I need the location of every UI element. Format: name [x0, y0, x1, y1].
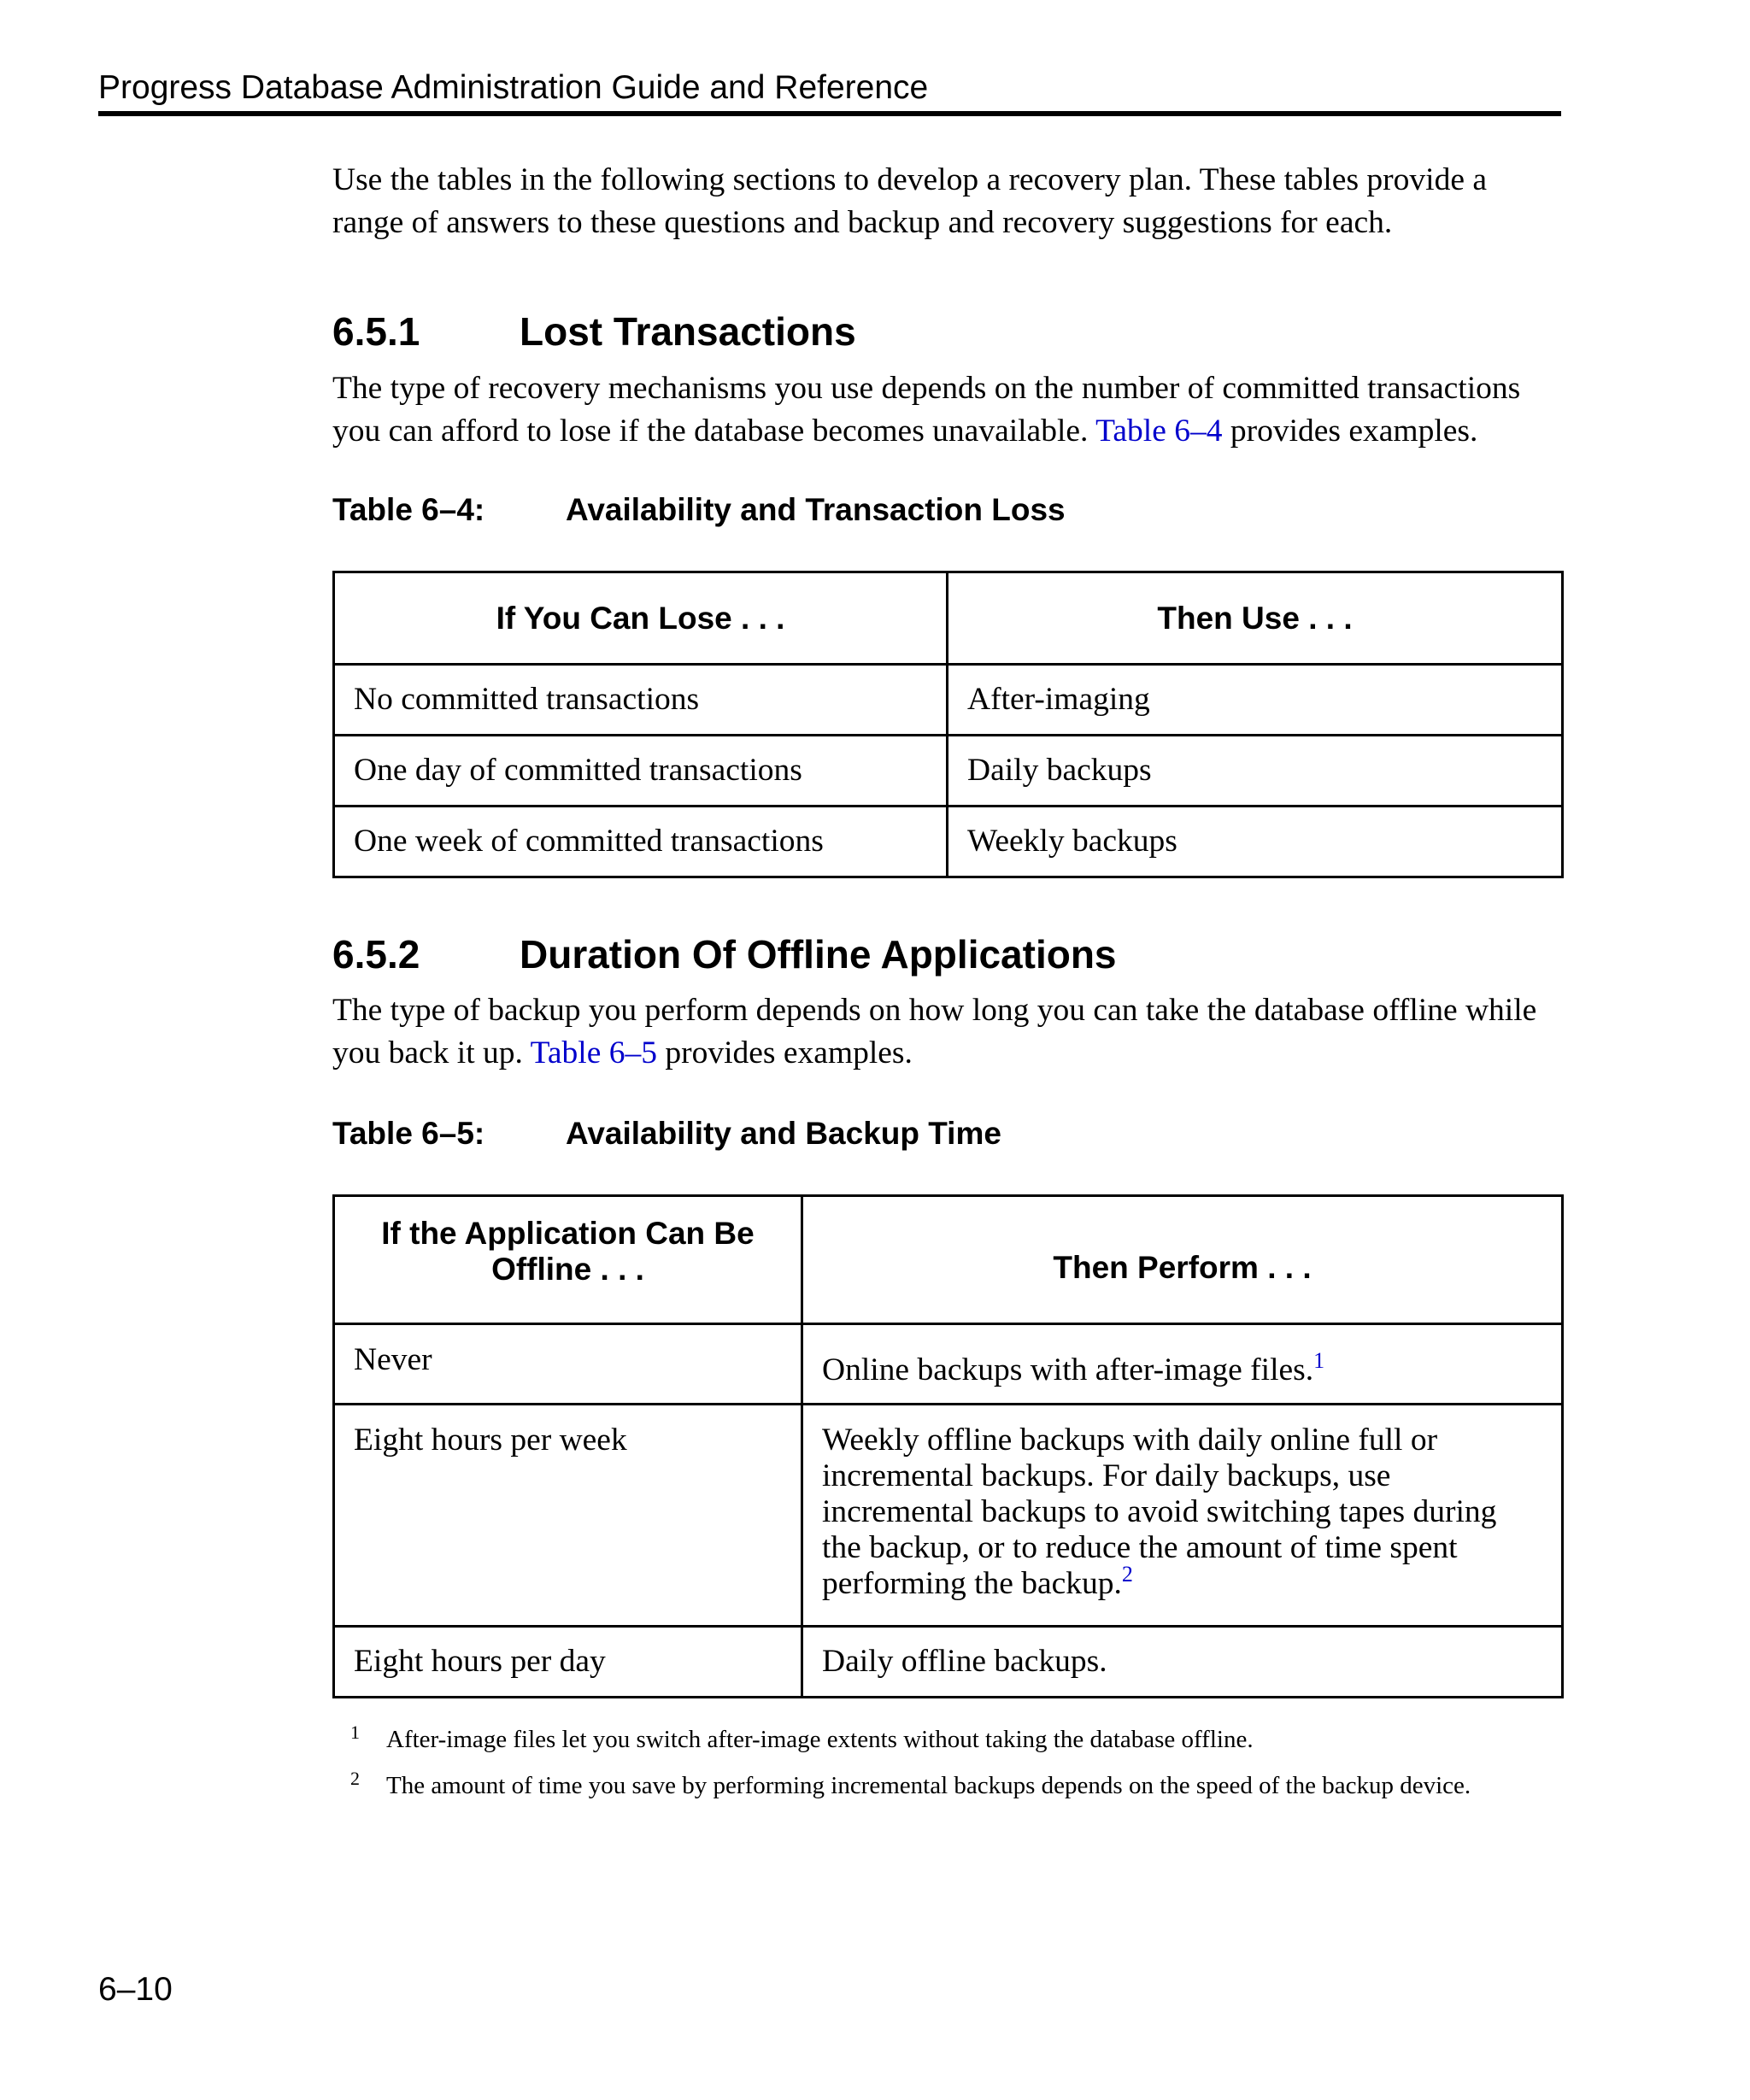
column-header: If You Can Lose . . . [334, 572, 948, 665]
table-cell: Daily offline backups. [802, 1627, 1563, 1698]
paragraph-text: The type of backup you perform depends on how long you can take the database offline while you back it up. [332, 993, 1537, 1071]
paragraph-text: The type of recovery mechanisms you use depends on the number of committed transactions you can afford to lose if the database becomes unavailable. [332, 371, 1521, 449]
table-cell: One week of committed transactions [334, 807, 948, 877]
table-cell: Never [334, 1324, 802, 1405]
section-number: 6.5.2 [332, 932, 420, 977]
section-6-5-2-paragraph [332, 989, 1561, 1075]
table-cell: Daily backups [948, 736, 1563, 807]
section-6-5-1-paragraph [332, 367, 1561, 453]
table-caption-number: Table 6–5: [332, 1116, 485, 1151]
column-header: Then Use . . . [948, 572, 1563, 665]
table-6-5-caption [332, 1112, 1561, 1155]
running-header: Progress Database Administration Guide and Reference [98, 69, 929, 106]
table-cell: Eight hours per week [334, 1405, 802, 1627]
table-cell: One day of committed transactions [334, 736, 948, 807]
footnote-ref[interactable]: 2 [1121, 1562, 1133, 1587]
table-cell: Eight hours per day [334, 1627, 802, 1698]
footnote-text: The amount of time you save by performing incremental backups depends on the speed of the backup device. [386, 1772, 1471, 1799]
table-row [334, 1324, 1563, 1405]
cell-text: Online backups with after-image files. [822, 1352, 1314, 1387]
table-row [334, 665, 1563, 736]
section-6-5-1-body [332, 367, 1561, 453]
table-caption-title: Availability and Backup Time [566, 1116, 1001, 1151]
table-cell: Weekly backups [948, 807, 1563, 877]
table-row [334, 1405, 1563, 1627]
footnote-number: 1 [350, 1722, 360, 1743]
section-heading-6-5-2 [332, 929, 1561, 980]
intro-block [332, 159, 1561, 244]
footnote [350, 1763, 1564, 1801]
table-cell [802, 1324, 1563, 1405]
table-caption-title: Availability and Transaction Loss [566, 492, 1066, 527]
table-header-row [334, 1196, 1563, 1324]
table-6-4-link[interactable]: Table 6–4 [1095, 414, 1223, 449]
table-row [334, 1627, 1563, 1698]
paragraph-text-end: provides examples. [665, 1035, 913, 1071]
section-6-5-2-body [332, 989, 1561, 1075]
footnote [350, 1717, 1564, 1755]
column-header: Then Perform . . . [802, 1196, 1563, 1324]
table-6-5-link[interactable]: Table 6–5 [530, 1035, 657, 1071]
table-cell [802, 1405, 1563, 1627]
table-6-4 [332, 571, 1564, 878]
footnote-number: 2 [350, 1768, 360, 1789]
table-6-5 [332, 1194, 1564, 1698]
cell-text: Weekly offline backups with daily online full or incremental backups. For daily backups, use incremental backups to avoid switching tapes during the backup, or to reduce the amount of time spent performing the backup. [822, 1422, 1497, 1601]
section-title: Lost Transactions [520, 309, 856, 354]
table-6-4-caption [332, 489, 1561, 531]
header-rule [98, 111, 1561, 116]
column-header: If the Application Can Be Offline . . . [334, 1196, 802, 1324]
table-cell: No committed transactions [334, 665, 948, 736]
page-number: 6–10 [98, 1971, 173, 2008]
intro-paragraph: Use the tables in the following sections to develop a recovery plan. These tables provide a range of answers to these questions and backup and recovery suggestions for each. [332, 162, 1487, 240]
section-number: 6.5.1 [332, 309, 420, 354]
paragraph-text-end: provides examples. [1230, 414, 1478, 449]
section-heading-6-5-1 [332, 306, 1561, 357]
section-title: Duration Of Offline Applications [520, 932, 1117, 977]
table-cell: After-imaging [948, 665, 1563, 736]
table-caption-number: Table 6–4: [332, 492, 485, 527]
table-row [334, 807, 1563, 877]
footnote-text: After-image files let you switch after-image extents without taking the database offline. [386, 1726, 1254, 1753]
table-row [334, 736, 1563, 807]
footnote-ref[interactable]: 1 [1313, 1347, 1325, 1373]
table-header-row [334, 572, 1563, 665]
